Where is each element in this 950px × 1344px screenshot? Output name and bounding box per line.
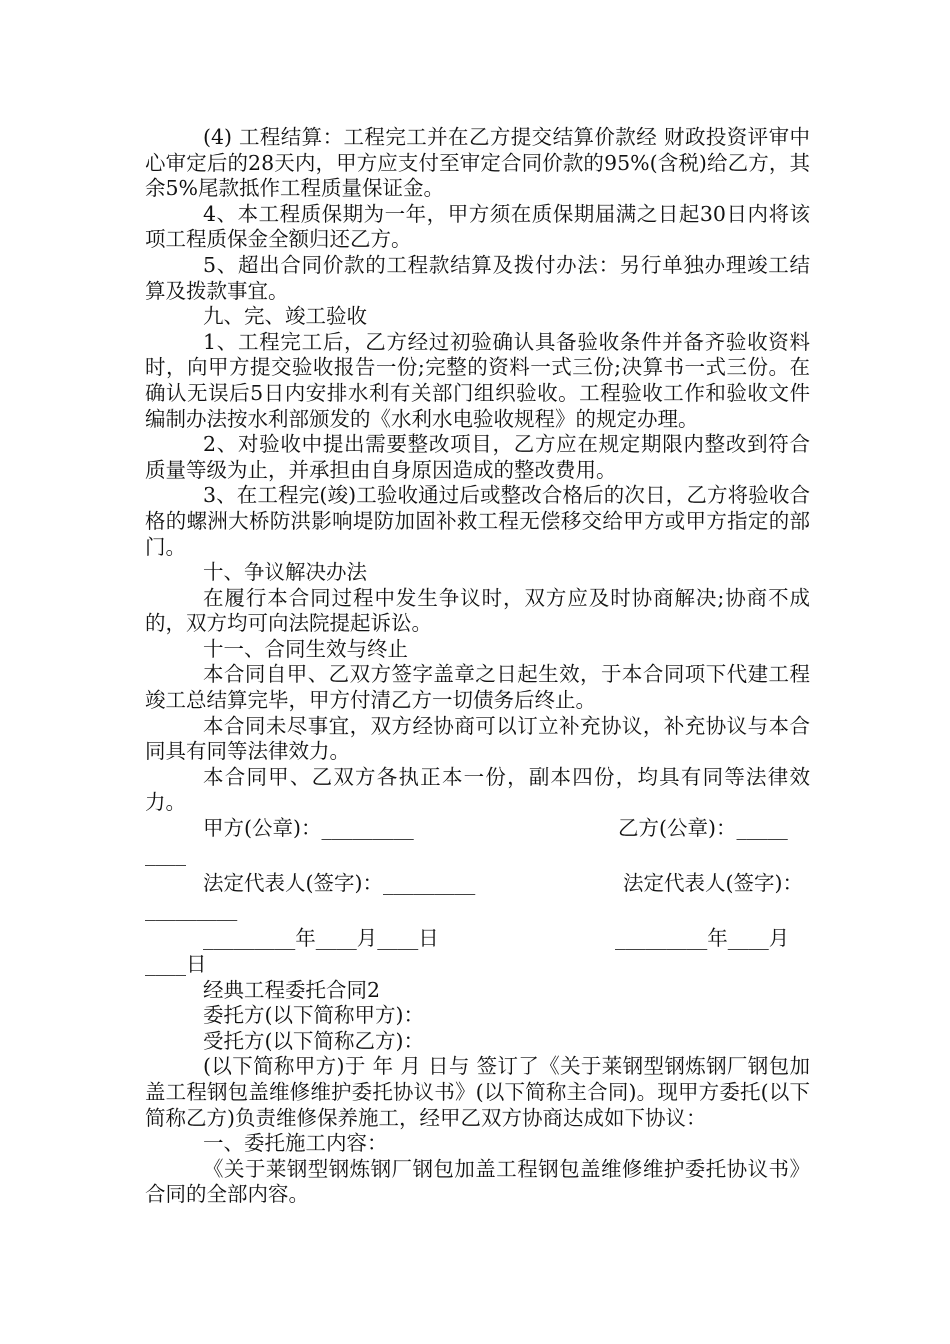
contract-title-2: 经典工程委托合同2 <box>203 977 381 1002</box>
signature-row-rep <box>145 871 810 897</box>
party-b-seal: 乙方(公章)：_____ <box>618 816 788 841</box>
signature-row-seal <box>145 816 810 842</box>
paragraph-scope: 《关于莱钢型钢炼钢厂钢包加盖工程钢包盖维修维护委托协议书》合同的全部内容。 <box>145 1156 810 1207</box>
section-heading-scope: 一、委托施工内容： <box>203 1131 388 1156</box>
contractor-party-line: 受托方(以下简称乙方)： <box>203 1028 424 1053</box>
document-page <box>145 125 810 1208</box>
paragraph-effect-3: 本合同甲、乙双方各执正本一份，副本四份，均具有同等法律效力。 <box>145 764 810 815</box>
signature-row-date-tail: ____日 <box>145 952 207 976</box>
section-heading-acceptance: 九、完、竣工验收 <box>203 304 367 329</box>
party-b-representative: 法定代表人(签字)： <box>623 871 803 896</box>
party-b-date: _________年____月 <box>615 926 790 951</box>
section-heading-effect: 十一、合同生效与终止 <box>203 636 408 661</box>
paragraph-dispute: 在履行本合同过程中发生争议时，双方应及时协商解决;协商不成的，双方均可向法院提起诉讼。 <box>145 585 810 636</box>
paragraph-settlement: (4) 工程结算：工程完工并在乙方提交结算价款经 财政投资评审中心审定后的28天内，甲方应支付至审定合同价款的95%(含税)给乙方，其余5%尾款抵作工程质量保证金。 <box>145 125 810 201</box>
client-party-line: 委托方(以下简称甲方)： <box>203 1003 424 1028</box>
signature-row-seal-tail: ____ <box>145 841 186 866</box>
paragraph-acceptance-1: 1、工程完工后，乙方经过初验确认具备验收条件并备齐验收资料时，向甲方提交验收报告一份;完整的资料一式三份;决算书一式三份。在确认无误后5日内安排水利有关部门组织验收。工程验收工作和验收文件编制办法按水利部颁发的《水利水电验收规程》的规定办理。 <box>145 329 810 431</box>
paragraph-acceptance-3: 3、在工程完(竣)工验收通过后或整改合格后的次日，乙方将验收合格的螺洲大桥防洪影响堤防加固补救工程无偿移交给甲方或甲方指定的部门。 <box>145 483 810 559</box>
signature-row-date <box>145 926 810 952</box>
party-a-representative: 法定代表人(签字)：_________ <box>203 871 476 896</box>
paragraph-extra-payment: 5、超出合同价款的工程款结算及拨付办法：另行单独办理竣工结算及拨款事宜。 <box>145 252 810 303</box>
party-a-date: _________年____月____日 <box>203 926 439 951</box>
section-heading-dispute: 十、争议解决办法 <box>203 560 367 585</box>
paragraph-effect-1: 本合同自甲、乙双方签字盖章之日起生效，于本合同项下代建工程竣工总结算完毕，甲方付清乙方一切债务后终止。 <box>145 662 810 713</box>
paragraph-effect-2: 本合同未尽事宜，双方经协商可以订立补充协议，补充协议与本合同具有同等法律效力。 <box>145 713 810 764</box>
signature-row-rep-tail: _________ <box>145 896 238 921</box>
paragraph-warranty: 4、本工程质保期为一年，甲方须在质保期届满之日起30日内将该项工程质保金全额归还乙方。 <box>145 201 810 252</box>
paragraph-preamble: (以下简称甲方)于 年 月 日与 签订了《关于莱钢型钢炼钢厂钢包加盖工程钢包盖维修维护委托协议书》(以下简称主合同)。现甲方委托(以下简称乙方)负责维修保养施工，经甲乙双方协商达成如下协议： <box>145 1054 810 1130</box>
party-a-seal: 甲方(公章)：_________ <box>203 816 414 841</box>
paragraph-acceptance-2: 2、对验收中提出需要整改项目，乙方应在规定期限内整改到符合质量等级为止，并承担由自身原因造成的整改费用。 <box>145 432 810 482</box>
